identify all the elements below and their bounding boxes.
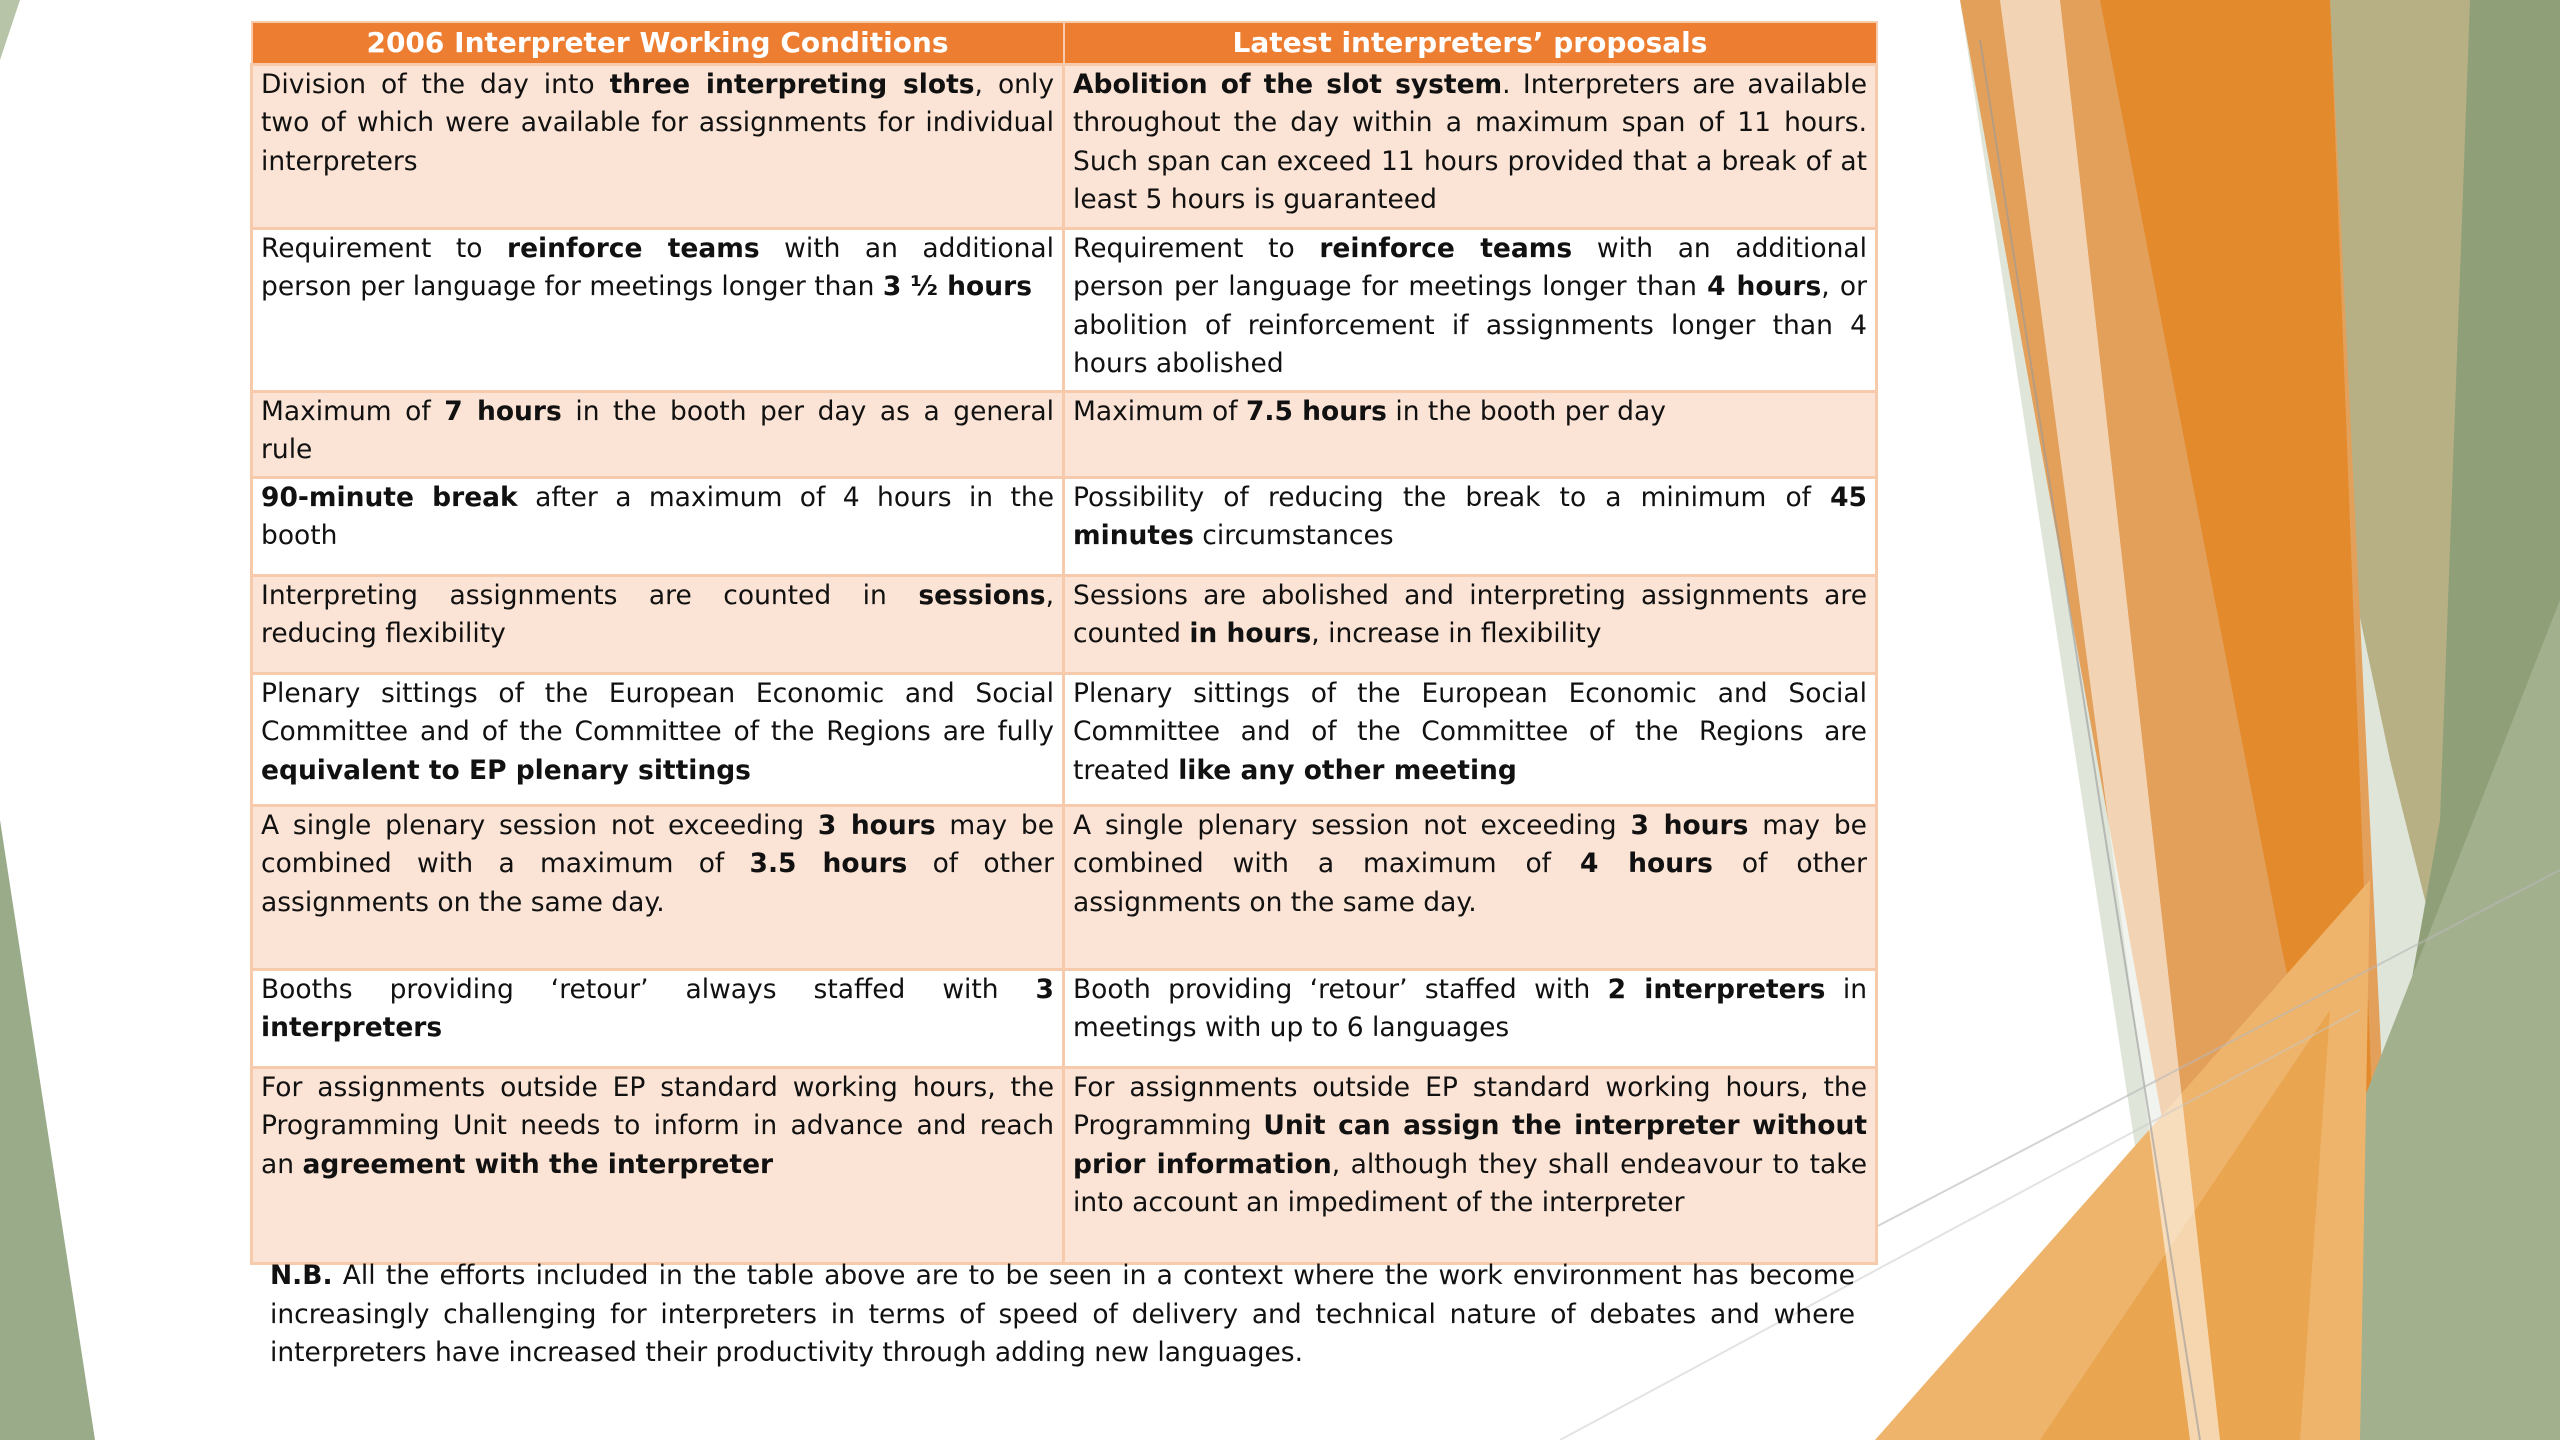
emphasis-text: sessions bbox=[918, 579, 1046, 611]
emphasis-text: 7.5 hours bbox=[1245, 395, 1387, 427]
cell-text: after a maximum of 4 hours in the booth bbox=[261, 481, 1055, 551]
cell-2006 bbox=[252, 673, 1064, 805]
cell-text: Plenary sittings of the European Economic and Social Committee and of the Committee of the Regions are fully bbox=[261, 677, 1054, 747]
cell-text: For assignments outside EP standard working hours, the Programming Unit needs to inform in advance and reach an bbox=[261, 1071, 1054, 1180]
table-row bbox=[252, 673, 1877, 805]
emphasis-text: three interpreting slots bbox=[609, 68, 975, 100]
emphasis-text: 7 hours bbox=[444, 395, 562, 427]
cell-text: , or abolition of reinforcement if assignments longer than 4 hours abolished bbox=[1073, 271, 1867, 379]
cell-text: with an additional person per language for meetings longer than bbox=[1073, 232, 1867, 302]
cell-text: , reducing flexibility bbox=[261, 579, 1054, 649]
table-header-row bbox=[252, 22, 1877, 64]
emphasis-text: Abolition of the slot system bbox=[1073, 68, 1503, 100]
cell-text: in meetings with up to 6 languages bbox=[1073, 973, 1867, 1043]
emphasis-text: 3 interpreters bbox=[261, 973, 1054, 1043]
footnote bbox=[270, 1257, 1855, 1373]
cell-text: with an additional person per language for meetings longer than bbox=[261, 232, 1054, 302]
cell-2006 bbox=[252, 391, 1064, 477]
emphasis-text: 90-minute break bbox=[261, 481, 518, 513]
cell-text: Maximum of bbox=[261, 395, 445, 427]
cell-2006 bbox=[252, 805, 1064, 969]
cell-text: A single plenary session not exceeding bbox=[261, 809, 818, 841]
emphasis-text: Unit can assign the interpreter without prior information bbox=[1073, 1110, 1867, 1180]
emphasis-text: 45 minutes bbox=[1073, 481, 1867, 551]
emphasis-text: in hours bbox=[1189, 618, 1312, 649]
emphasis-text: agreement with the interpreter bbox=[302, 1148, 774, 1180]
cell-text: of other assignments on the same day. bbox=[261, 848, 1054, 918]
table-row bbox=[252, 228, 1877, 391]
cell-text: . Interpreters are available throughout the day within a maximum span of 11 hours. Such span can exceed 11 hours provided that a break of at least 5 hours is guaranteed bbox=[1073, 68, 1867, 215]
cell-text: , only two of which were available for assignments for individual interpreters bbox=[261, 68, 1055, 177]
cell-2006 bbox=[252, 477, 1064, 575]
cell-text: Plenary sittings of the European Economic and Social Committee and of the Committee of the Regions are treated bbox=[1073, 677, 1867, 786]
cell-proposal bbox=[1064, 228, 1877, 391]
cell-text: Booth providing ‘retour’ staffed with bbox=[1073, 973, 1608, 1005]
emphasis-text: 3 hours bbox=[1630, 809, 1749, 841]
cell-text: may be combined with a maximum of bbox=[1073, 809, 1867, 879]
footnote-text: All the efforts included in the table above are to be seen in a context where the work environment has become increasingly challenging for interpreters in terms of speed of delivery and technical nature of debates and where interpreters have increased their productivity through adding new languages. bbox=[270, 1260, 1855, 1368]
cell-2006 bbox=[252, 64, 1064, 228]
table-row bbox=[252, 969, 1877, 1067]
emphasis-text: 4 hours bbox=[1579, 848, 1713, 879]
emphasis-text: 3.5 hours bbox=[749, 848, 908, 879]
cell-text: in the booth per day as a general rule bbox=[261, 395, 1054, 465]
cell-text: Possibility of reducing the break to a minimum of bbox=[1073, 481, 1831, 513]
footnote-label: N.B. bbox=[270, 1260, 333, 1291]
emphasis-text: 3 ½ hours bbox=[882, 271, 1032, 302]
cell-text: of other assignments on the same day. bbox=[1073, 848, 1867, 918]
emphasis-text: like any other meeting bbox=[1178, 754, 1517, 786]
table-row bbox=[252, 477, 1877, 575]
cell-2006 bbox=[252, 575, 1064, 673]
cell-proposal bbox=[1064, 575, 1877, 673]
cell-proposal bbox=[1064, 805, 1877, 969]
comparison-table bbox=[250, 21, 1878, 1265]
table-row bbox=[252, 1067, 1877, 1263]
cell-text: may be combined with a maximum of bbox=[261, 809, 1055, 879]
cell-text: Booths providing ‘retour’ always staffed with bbox=[261, 973, 1036, 1005]
cell-text: A single plenary session not exceeding bbox=[1073, 809, 1631, 841]
emphasis-text: equivalent to EP plenary sittings bbox=[261, 754, 751, 786]
cell-text: , although they shall endeavour to take into account an impediment of the interpreter bbox=[1073, 1148, 1867, 1218]
cell-text: in the booth per day bbox=[1386, 395, 1666, 427]
cell-text: Sessions are abolished and interpreting assignments are counted bbox=[1073, 579, 1867, 649]
cell-text: Requirement to bbox=[1073, 232, 1320, 264]
header-2006-conditions: 2006 Interpreter Working Conditions bbox=[252, 22, 1064, 64]
cell-text: Requirement to bbox=[261, 232, 507, 264]
left-green-sliver bbox=[0, 0, 20, 60]
table-row bbox=[252, 575, 1877, 673]
emphasis-text: 3 hours bbox=[817, 809, 936, 841]
cell-text: For assignments outside EP standard working hours, the Programming bbox=[1073, 1071, 1867, 1141]
cell-proposal bbox=[1064, 391, 1877, 477]
left-green-shape bbox=[0, 820, 95, 1440]
cell-2006 bbox=[252, 969, 1064, 1067]
cell-text: circumstances bbox=[1193, 520, 1394, 551]
cell-proposal bbox=[1064, 477, 1877, 575]
cell-proposal bbox=[1064, 673, 1877, 805]
emphasis-text: 2 interpreters bbox=[1607, 973, 1826, 1005]
cell-2006 bbox=[252, 228, 1064, 391]
emphasis-text: reinforce teams bbox=[1319, 232, 1573, 264]
table-row bbox=[252, 805, 1877, 969]
emphasis-text: 4 hours bbox=[1707, 271, 1822, 302]
cell-proposal bbox=[1064, 1067, 1877, 1263]
cell-proposal bbox=[1064, 969, 1877, 1067]
cell-2006 bbox=[252, 1067, 1064, 1263]
cell-text: Division of the day into bbox=[261, 68, 610, 100]
table-row bbox=[252, 391, 1877, 477]
cell-text: , increase in flexibility bbox=[1311, 618, 1602, 649]
table-row bbox=[252, 64, 1877, 228]
cell-text: Maximum of bbox=[1073, 395, 1246, 427]
cell-proposal bbox=[1064, 64, 1877, 228]
emphasis-text: reinforce teams bbox=[507, 232, 760, 264]
cell-text: Interpreting assignments are counted in bbox=[261, 579, 919, 611]
header-latest-proposals: Latest interpreters’ proposals bbox=[1064, 22, 1877, 64]
